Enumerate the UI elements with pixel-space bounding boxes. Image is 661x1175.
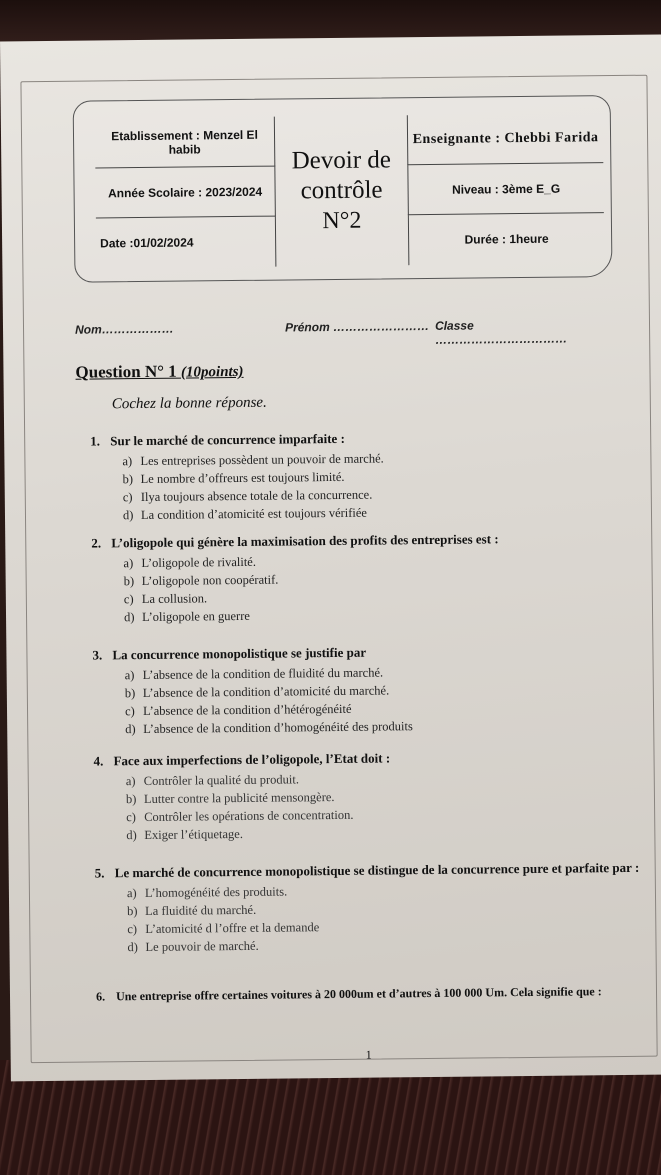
exam-title	[275, 115, 409, 266]
mcq-number: 4.	[93, 753, 104, 769]
option-text: L’homogénéité des produits.	[144, 884, 288, 900]
student-info-line	[74, 317, 595, 347]
option-letter: a)	[123, 556, 134, 571]
mcq-question-text: Le marché de concurrence monopolistique se distingue de la concurrence pure et parfaite par :	[114, 859, 640, 881]
classe-field[interactable]: Classe ……………………………	[434, 318, 568, 347]
option-letter: b)	[127, 904, 138, 919]
mcq-number: 2.	[91, 535, 102, 551]
option-text: Contrôler les opérations de concentration.	[144, 807, 354, 824]
prenom-field[interactable]: Prénom ……………………	[284, 318, 430, 335]
header-banner	[73, 95, 615, 301]
option-letter: d)	[127, 940, 139, 955]
mcq-question-text: Sur le marché de concurrence imparfaite :	[110, 430, 345, 449]
mcq-number: 6.	[95, 989, 106, 1004]
option-text: L’absence de la condition de fluidité du marché.	[142, 665, 384, 683]
etablissement-label: Etablissement : Menzel El habib	[95, 117, 276, 169]
mcq-number: 3.	[92, 647, 103, 663]
option-letter: d)	[125, 722, 136, 737]
mcq-number: 1.	[90, 433, 101, 449]
mcq-item	[91, 529, 652, 627]
teacher-label: Enseignante : Chebbi Farida	[407, 113, 604, 165]
mcq-item	[92, 641, 653, 739]
option-text: L’oligopole en guerre	[141, 608, 250, 625]
option-letter: a)	[124, 668, 135, 683]
option-text: Lutter contre la publicité mensongère.	[143, 790, 335, 806]
instruction-text: Cochez la bonne réponse.	[111, 394, 267, 413]
question-1-title: Question N° 1	[75, 361, 182, 382]
header-table	[95, 113, 605, 268]
mcq-item	[93, 747, 654, 845]
question-1-points: (10points)	[180, 363, 244, 381]
date-label: Date :01/02/2024	[96, 217, 277, 269]
exam-sheet	[0, 35, 661, 1082]
option-text: L’absence de la condition d’hétérogénéité	[142, 701, 352, 718]
option-text: L’absence de la condition d’atomicité du marché.	[142, 683, 390, 701]
option-letter: c)	[126, 810, 136, 825]
option-text: Exiger l’étiquetage.	[144, 826, 243, 842]
option-letter: d)	[122, 508, 134, 523]
mcq-number: 5.	[94, 865, 105, 881]
option-letter: c)	[124, 704, 135, 719]
option-text: L’atomicité d l’offre et la demande	[145, 920, 320, 936]
option-text: Le nombre d’offreurs est toujours limité.	[140, 469, 345, 487]
exam-title-number: N°2	[322, 207, 362, 235]
option-letter: a)	[122, 454, 133, 469]
mcq-question-text: L’oligopole qui génère la maximisation des profits des entreprises est :	[111, 531, 499, 551]
mcq-item	[90, 427, 651, 525]
option-letter: c)	[123, 592, 134, 607]
mcq-question-text: Face aux imperfections de l’oligopole, l’Etat doit :	[113, 750, 391, 769]
option-text: La collusion.	[141, 591, 208, 607]
option-letter: b)	[122, 472, 134, 487]
option-letter: a)	[126, 886, 137, 901]
page-number: 1	[365, 1047, 372, 1062]
option-letter: b)	[125, 792, 137, 807]
option-letter: d)	[126, 828, 137, 843]
option-letter: d)	[123, 610, 135, 625]
school-year-label: Année Scolaire : 2023/2024	[95, 167, 276, 219]
option-text: Contrôler la qualité du produit.	[143, 772, 300, 788]
duration-label: Durée : 1heure	[408, 213, 605, 265]
question-1-heading	[75, 361, 243, 383]
mcq-question-text: Une entreprise offre certaines voitures à 20 000um et d’autres à 100 000 Um. Cela signifie que :	[115, 984, 602, 1004]
option-letter: c)	[122, 490, 133, 505]
nom-field[interactable]: Nom………………	[74, 321, 174, 337]
option-text: Ilya toujours absence totale de la concurrence.	[140, 487, 373, 505]
level-label: Niveau : 3ème E_G	[407, 163, 604, 215]
option-text: La condition d’atomicité est toujours vérifiée	[140, 505, 368, 523]
option-text: L’oligopole non coopératif.	[141, 572, 279, 589]
option-text: L’absence de la condition d’homogénéité des produits	[143, 719, 413, 736]
mcq-item	[95, 859, 656, 957]
option-text: La fluidité du marché.	[145, 902, 257, 918]
option-letter: b)	[123, 574, 135, 589]
option-text: Les entreprises possèdent un pouvoir de marché.	[140, 451, 384, 469]
option-text: Le pouvoir de marché.	[145, 938, 259, 954]
option-letter: a)	[125, 774, 136, 789]
exam-title-line1: Devoir de	[291, 146, 392, 175]
mcq-question-text: La concurrence monopolistique se justifie par	[112, 644, 367, 663]
exam-title-line2: contrôle	[300, 176, 383, 205]
option-letter: b)	[124, 686, 136, 701]
option-letter: c)	[127, 922, 138, 937]
option-text: L’oligopole de rivalité.	[141, 554, 257, 571]
